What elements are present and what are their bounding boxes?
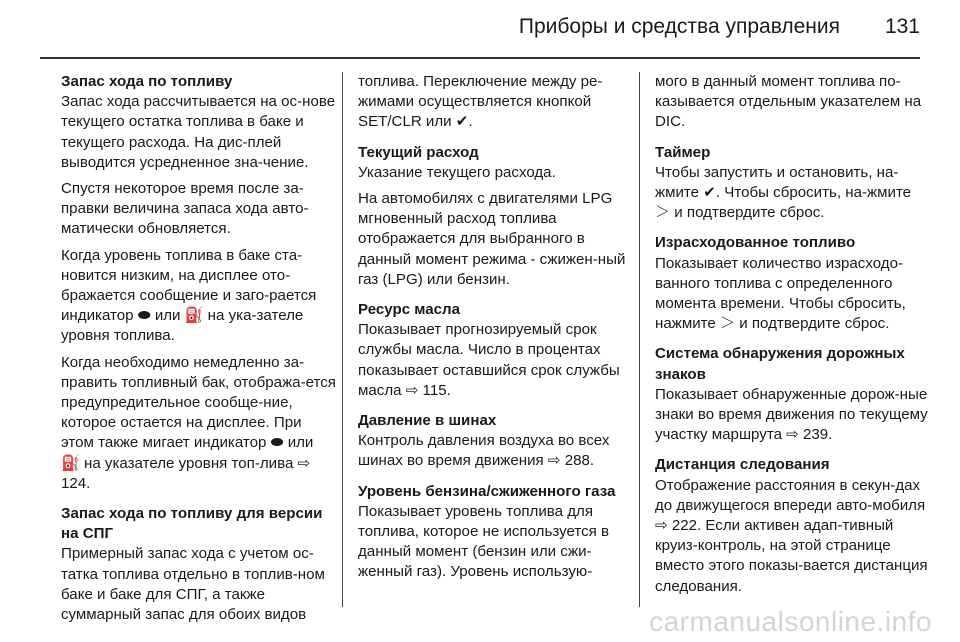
paragraph: Показывает уровень топлива для топлива, которое не используется в данный момент (бензин или сжи-женный газ). Уровень использую- <box>358 502 610 581</box>
page-title: Приборы и средства управления <box>518 15 840 38</box>
paragraph: Показывает количество израсходо-ванного топлива с определенного момента времени. Чтобы сбросить, нажмите ＞ и подтвердите сброс. <box>655 254 906 333</box>
paragraph: Чтобы запустить и остановить, на-жмите ✔. Чтобы сбросить, на-жмите ＞ и подтвердите сброс. <box>655 163 912 222</box>
section-traffic-sign <box>655 344 930 445</box>
paragraph: Примерный запас хода с учетом ос-татка топлива отдельно в топлив-ном баке и баке для СПГ, а также суммарный запас для обоих видов <box>61 545 325 624</box>
section-heading: Таймер <box>655 143 711 161</box>
section-continuation <box>358 72 633 133</box>
section-fuel-used <box>655 233 930 334</box>
column-divider <box>342 72 343 607</box>
section-heading: Запас хода по топливу <box>61 73 233 90</box>
section-fuel-level <box>358 482 633 583</box>
section-heading: Запас хода по топливу для версии на СПГ <box>61 505 323 543</box>
section-tire-pressure <box>358 411 633 472</box>
page-header <box>0 0 960 50</box>
section-heading: Давление в шинах <box>358 412 497 430</box>
section-timer <box>655 143 930 224</box>
section-fuel-range <box>61 72 336 494</box>
section-heading: Уровень бензина/сжиженного газа <box>358 482 616 500</box>
watermark: carmanualsonline.info <box>649 606 932 637</box>
section-heading: Дистанция следования <box>655 456 830 474</box>
paragraph: Спустя некоторое время после за-правки величина запаса хода авто-матически обновляется. <box>61 180 309 238</box>
column-divider <box>639 72 640 607</box>
section-heading: Система обнаружения дорожных знаков <box>655 345 905 383</box>
section-heading: Текущий расход <box>358 143 479 161</box>
paragraph: Отображение расстояния в секун-дах до движущегося впереди авто-мобиля ⇨ 222. Если активен адап-тивный круиз-контроль, на этой странице вместо этого показы-вается дистанция следования. <box>655 476 928 595</box>
section-heading: Израсходованное топливо <box>655 234 856 252</box>
section-cng-range <box>61 504 336 625</box>
paragraph: Когда уровень топлива в баке ста-новится низким, на дисплее ото-бражается сообщение и заго-рается индикатор ⬬ или ⛽ на ука-зателе уровня топлива. <box>61 246 317 345</box>
section-continuation <box>655 72 930 133</box>
paragraph: Указание текущего расхода. <box>358 163 556 181</box>
header-rule <box>40 57 920 59</box>
paragraph: топлива. Переключение между ре-жимами осуществляется кнопкой SET/CLR или ✔. <box>358 73 603 131</box>
section-heading: Ресурс масла <box>358 301 461 319</box>
paragraph: Запас хода рассчитывается на ос-нове текущего остатка топлива в баке и текущего расхода. На дис-плей выводится усредненное зна-чение. <box>61 93 336 171</box>
section-oil-life <box>358 300 633 401</box>
column-1 <box>61 72 336 635</box>
paragraph: Показывает прогнозируемый срок службы масла. Число в процентах показывает оставшийся срок службы масла ⇨ 115. <box>358 321 620 399</box>
paragraph: Когда необходимо немедленно за-править топливный бак, отобража-ется предупредительное сообще-ние, которое остается на дисплее. При этом также мигает индикатор ⬬ или ⛽ на указателе уровня топ-лива ⇨ 124. <box>61 353 336 492</box>
section-current-consumption <box>358 143 633 290</box>
page-number: 131 <box>884 15 920 38</box>
paragraph: На автомобилях с двигателями LPG мгновенный расход топлива отображается для выбранного в данный момент режима - сжижен-ный газ (LPG) или бензин. <box>358 190 626 288</box>
paragraph: Показывает обнаруженные дорож-ные знаки во время движения по текущему участку маршрута ⇨ 239. <box>655 385 928 444</box>
paragraph: Контроль давления воздуха во всех шинах во время движения ⇨ 288. <box>358 432 610 470</box>
column-3 <box>655 72 930 607</box>
paragraph: мого в данный момент топлива по-казывается отдельным указателем на DIC. <box>655 73 922 131</box>
column-2 <box>358 72 633 593</box>
section-following-distance <box>655 455 930 596</box>
